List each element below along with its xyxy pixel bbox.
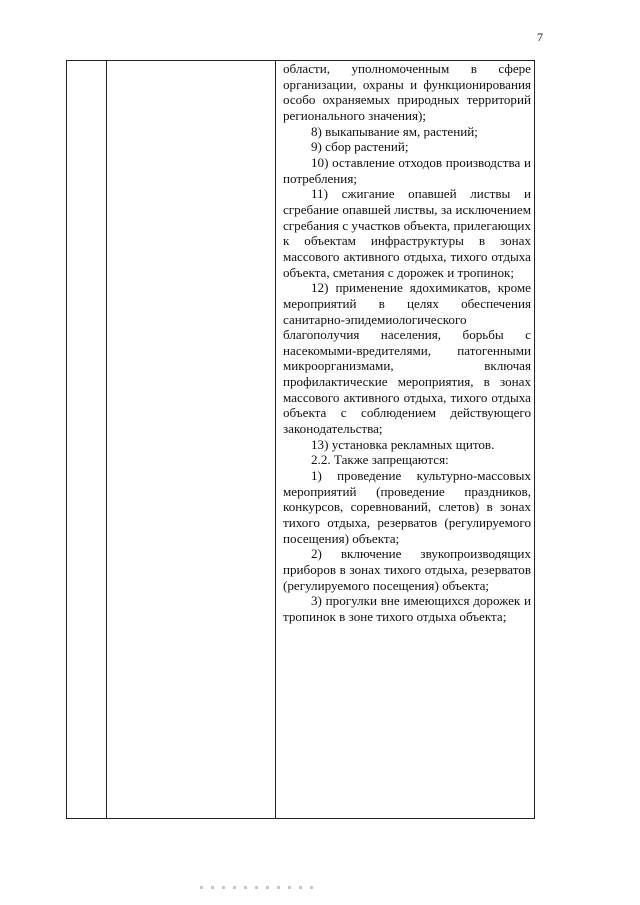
paragraph: 1) проведение культурно-массовых мероприятий (проведение праздников, конкурсов, соревнований, слетов) в зонах тихого отдыха, резерватов (регулируемого посещения) объекта; — [283, 468, 531, 546]
column-divider-2 — [275, 61, 276, 818]
paragraph: 2.2. Также запрещаются: — [311, 452, 449, 468]
table-cell-text — [283, 61, 531, 625]
paragraph: 2) включение звукопроизводящих приборов в зонах тихого отдыха, резерватов (регулируемого посещения) объекта; — [283, 546, 531, 593]
column-divider-1 — [106, 61, 107, 818]
paragraph: 11) сжигание опавшей листвы и сгребание опавшей листвы, за исключением сгребания с участков объекта, прилегающих к объектам инфраструктуры в зонах массового активного отдыха, тихого отдыха объекта, сметания с дорожек и тропинок; — [283, 186, 531, 280]
paragraph: 9) сбор растений; — [311, 139, 409, 155]
paragraph: 3) прогулки вне имеющихся дорожек и тропинок в зоне тихого отдыха объекта; — [283, 593, 531, 624]
page-number: 7 — [537, 30, 543, 44]
paragraph: 13) установка рекламных щитов. — [311, 436, 495, 452]
document-table — [66, 60, 535, 819]
paragraph: области, уполномоченным в сфере организации, охраны и функционирования особо охраняемых природных территорий регионального значения); — [283, 61, 531, 123]
scan-artifact — [200, 886, 320, 889]
paragraph: 12) применение ядохимикатов, кроме мероприятий в целях обеспечения санитарно-эпидемиологического благополучия населения, борьбы с насекомыми-вредителями, патогенными микроорганизмами, включая профилактические мероприятия, в зонах массового активного отдыха, тихого отдыха объекта с соблюдением действующего законодательства; — [283, 280, 531, 437]
paragraph: 10) оставление отходов производства и потребления; — [283, 154, 531, 186]
paragraph: 8) выкапывание ям, растений; — [311, 123, 478, 139]
